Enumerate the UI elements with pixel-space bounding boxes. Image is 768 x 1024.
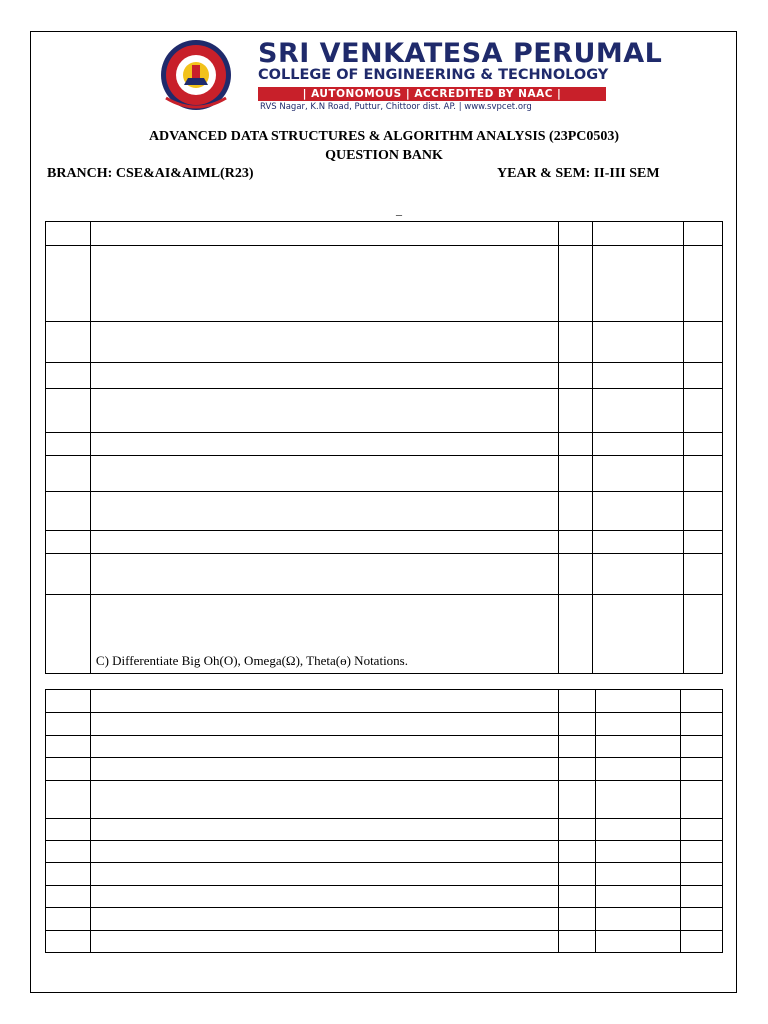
sno-cell: [46, 690, 91, 713]
sno-cell: [46, 863, 91, 886]
question-cell: [90, 389, 558, 433]
marks-cell: [559, 554, 593, 595]
question-cell: [90, 531, 558, 554]
level-cell: [596, 908, 681, 931]
college-letterhead: [148, 38, 663, 118]
table-row: [46, 819, 723, 841]
co-cell: [684, 222, 723, 246]
table-row: [46, 886, 723, 908]
sno-cell: [46, 736, 91, 758]
sno-cell: [46, 908, 91, 931]
level-cell: [596, 690, 681, 713]
sno-cell: [46, 456, 91, 492]
marks-cell: [559, 819, 596, 841]
college-subtitle: COLLEGE OF ENGINEERING & TECHNOLOGY: [258, 67, 609, 83]
college-name: SRI VENKATESA PERUMAL: [258, 38, 663, 69]
marks-cell: [559, 531, 593, 554]
question-cell: [90, 433, 558, 456]
question-cell: [90, 322, 558, 363]
question-cell: [90, 781, 558, 819]
marks-cell: [559, 931, 596, 953]
separator-mark: _: [396, 203, 402, 217]
co-cell: [681, 713, 723, 736]
marks-cell: [559, 886, 596, 908]
level-cell: [593, 246, 684, 322]
table-row: [46, 433, 723, 456]
co-cell: [681, 841, 723, 863]
sno-cell: [46, 819, 91, 841]
co-cell: [681, 819, 723, 841]
table-row: [46, 908, 723, 931]
sno-cell: [46, 492, 91, 531]
table-row: [46, 222, 723, 246]
sno-cell: [46, 781, 91, 819]
document-subtitle: QUESTION BANK: [325, 148, 443, 163]
sno-cell: [46, 931, 91, 953]
level-cell: [596, 781, 681, 819]
sno-cell: [46, 322, 91, 363]
sno-cell: [46, 531, 91, 554]
question-cell: [90, 908, 558, 931]
marks-cell: [559, 713, 596, 736]
question-cell: [90, 886, 558, 908]
branch-label: BRANCH: CSE&AI&AIML(R23): [47, 166, 254, 181]
sno-cell: [46, 713, 91, 736]
marks-cell: [559, 841, 596, 863]
table-row: [46, 492, 723, 531]
co-cell: [684, 363, 723, 389]
table-row: [46, 322, 723, 363]
table-row: [46, 841, 723, 863]
table-row: [46, 389, 723, 433]
co-cell: [681, 931, 723, 953]
level-cell: [593, 531, 684, 554]
sno-cell: [46, 389, 91, 433]
college-emblem-icon: [148, 38, 248, 116]
level-cell: [593, 595, 684, 674]
question-table-1: [45, 221, 723, 674]
marks-cell: [559, 781, 596, 819]
question-cell: [90, 554, 558, 595]
sno-cell: [46, 363, 91, 389]
question-cell: C) Differentiate Big Oh(O), Omega(Ω), Theta(ɵ) Notations.: [90, 595, 558, 674]
marks-cell: [559, 908, 596, 931]
sno-cell: [46, 433, 91, 456]
marks-cell: [559, 863, 596, 886]
co-cell: [681, 736, 723, 758]
college-address: RVS Nagar, K.N Road, Puttur, Chittoor dist. AP. | www.svpcet.org: [260, 102, 532, 112]
question-cell: [90, 222, 558, 246]
co-cell: [681, 781, 723, 819]
co-cell: [684, 246, 723, 322]
question-cell: [90, 713, 558, 736]
co-cell: [684, 531, 723, 554]
marks-cell: [559, 758, 596, 781]
table-row: [46, 863, 723, 886]
co-cell: [681, 690, 723, 713]
sno-cell: [46, 886, 91, 908]
level-cell: [596, 886, 681, 908]
co-cell: [684, 322, 723, 363]
level-cell: [596, 863, 681, 886]
marks-cell: [559, 222, 593, 246]
co-cell: [684, 433, 723, 456]
co-cell: [684, 554, 723, 595]
question-cell: [90, 363, 558, 389]
table-row: [46, 690, 723, 713]
level-cell: [593, 492, 684, 531]
co-cell: [681, 886, 723, 908]
table-row: [46, 531, 723, 554]
marks-cell: [559, 246, 593, 322]
level-cell: [593, 389, 684, 433]
marks-cell: [559, 433, 593, 456]
year-sem-label: YEAR & SEM: II-III SEM: [497, 166, 660, 181]
question-cell: [90, 758, 558, 781]
co-cell: [684, 595, 723, 674]
level-cell: [596, 713, 681, 736]
level-cell: [596, 736, 681, 758]
level-cell: [593, 433, 684, 456]
co-cell: [684, 492, 723, 531]
table-row: [46, 758, 723, 781]
table-row: [46, 456, 723, 492]
question-cell: [90, 819, 558, 841]
sno-cell: [46, 246, 91, 322]
table-row: [46, 931, 723, 953]
sno-cell: [46, 758, 91, 781]
table-row: [46, 554, 723, 595]
level-cell: [596, 819, 681, 841]
question-cell: [90, 246, 558, 322]
table-row: [46, 781, 723, 819]
question-cell: [90, 863, 558, 886]
course-title: ADVANCED DATA STRUCTURES & ALGORITHM ANALYSIS (23PC0503): [148, 129, 620, 144]
level-cell: [593, 322, 684, 363]
sno-cell: [46, 841, 91, 863]
co-cell: [681, 908, 723, 931]
question-cell: [90, 841, 558, 863]
question-cell: [90, 456, 558, 492]
sno-cell: [46, 595, 91, 674]
question-cell: [90, 690, 558, 713]
marks-cell: [559, 690, 596, 713]
co-cell: [684, 456, 723, 492]
question-cell: [90, 492, 558, 531]
table-row: [46, 246, 723, 322]
question-cell: [90, 736, 558, 758]
marks-cell: [559, 736, 596, 758]
marks-cell: [559, 456, 593, 492]
marks-cell: [559, 595, 593, 674]
co-cell: [684, 389, 723, 433]
marks-cell: [559, 363, 593, 389]
level-cell: [593, 456, 684, 492]
table-row: [46, 713, 723, 736]
level-cell: [593, 222, 684, 246]
table-row: [46, 736, 723, 758]
level-cell: [596, 841, 681, 863]
marks-cell: [559, 322, 593, 363]
question-table-2: [45, 689, 723, 953]
sno-cell: [46, 222, 91, 246]
co-cell: [681, 758, 723, 781]
co-cell: [681, 863, 723, 886]
table-row: [46, 595, 723, 674]
sno-cell: [46, 554, 91, 595]
table-row: [46, 363, 723, 389]
level-cell: [596, 758, 681, 781]
level-cell: [593, 554, 684, 595]
level-cell: [596, 931, 681, 953]
marks-cell: [559, 389, 593, 433]
accreditation-banner: | AUTONOMOUS | ACCREDITED BY NAAC |: [258, 87, 606, 101]
marks-cell: [559, 492, 593, 531]
question-cell: [90, 931, 558, 953]
level-cell: [593, 363, 684, 389]
